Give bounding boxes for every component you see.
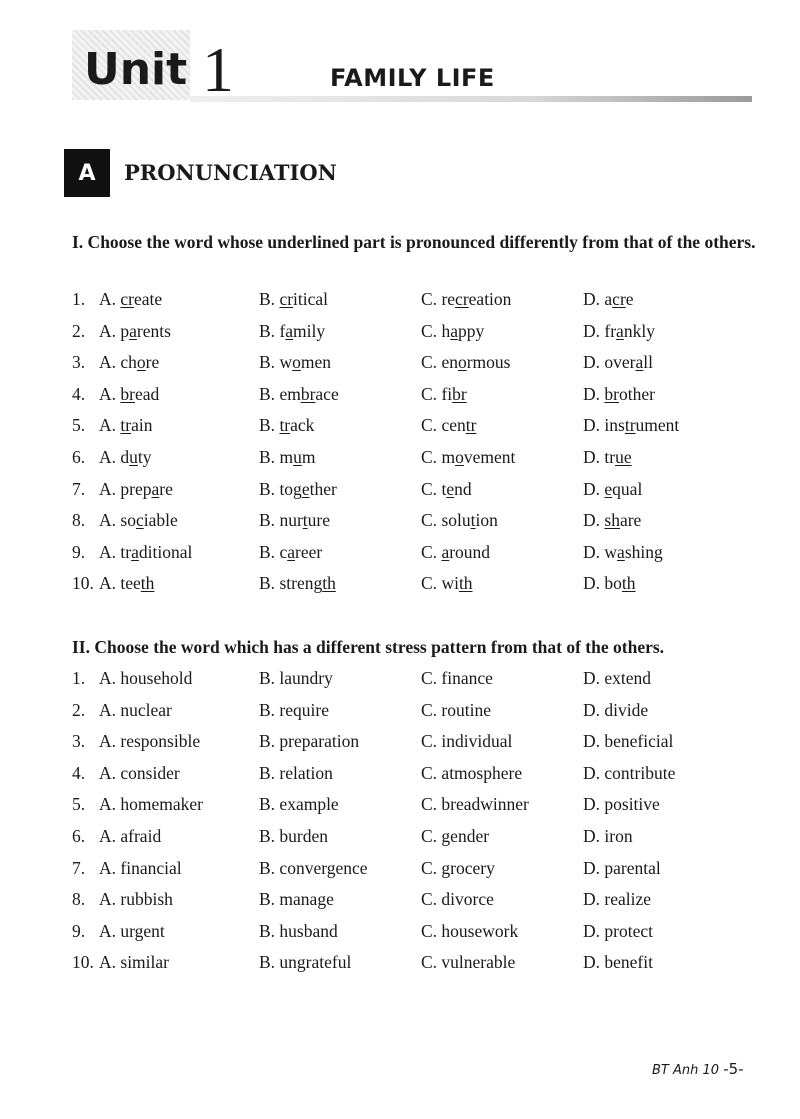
option-d xyxy=(583,382,655,406)
option-c xyxy=(421,350,510,374)
option-before-text: a xyxy=(604,289,613,309)
underlined-part: u xyxy=(129,446,138,467)
underlined-part: cr xyxy=(455,289,469,309)
question-number: 5. xyxy=(72,415,86,436)
option-before-text: so xyxy=(120,510,136,531)
option-pre-text: D. xyxy=(583,415,605,436)
option-before-text: tr xyxy=(604,446,616,467)
underlined-part: a xyxy=(287,541,295,562)
underlined-part: o xyxy=(457,352,467,373)
option-pre-text: A. xyxy=(99,573,121,594)
underlined-part: a xyxy=(616,320,624,341)
underlined-part: sh xyxy=(604,510,620,531)
option-b xyxy=(259,540,322,564)
question-row xyxy=(72,445,762,477)
option-a xyxy=(99,571,154,595)
option-before-text: bo xyxy=(604,573,622,594)
option-pre-text: C. xyxy=(421,478,442,499)
option-before-text: cen xyxy=(441,415,466,436)
option-before-text: m xyxy=(441,446,456,467)
option-before-text: w xyxy=(604,541,618,562)
option-a: A. household xyxy=(99,668,193,688)
section-title: PRONUNCIATION xyxy=(124,160,337,185)
underlined-part: e xyxy=(301,478,310,499)
option-after-text: ther xyxy=(309,478,337,499)
question-number: 4. xyxy=(72,383,86,404)
option-after-text: round xyxy=(449,541,491,562)
option-b: B. convergence xyxy=(259,857,368,878)
option-after-text: shing xyxy=(624,541,663,562)
question-number: 7. xyxy=(72,478,86,499)
option-c: C. breadwinner xyxy=(421,794,529,815)
question-row xyxy=(72,856,762,888)
question-number: 6. xyxy=(72,446,86,467)
option-before-text: ch xyxy=(120,352,137,373)
question-number: 2. xyxy=(72,320,86,341)
question-number: 5. xyxy=(72,794,86,815)
underlined-part: th xyxy=(140,573,155,594)
option-d: D. extend xyxy=(583,668,652,688)
underlined-part: a xyxy=(129,320,137,341)
option-after-text: re xyxy=(145,352,160,373)
option-pre-text: D. xyxy=(583,510,605,531)
option-b xyxy=(259,350,331,374)
option-b: B. example xyxy=(259,794,339,815)
option-a: A. homemaker xyxy=(99,794,203,815)
page-number: -5- xyxy=(723,1060,744,1078)
option-d xyxy=(583,350,653,374)
option-after-text: other xyxy=(618,383,655,404)
option-a: A. urgent xyxy=(99,920,165,941)
option-pre-text: D. xyxy=(583,478,605,499)
question-row xyxy=(72,824,762,856)
option-before-text: en xyxy=(441,352,458,373)
option-a xyxy=(99,350,159,374)
option-d: D. iron xyxy=(583,825,633,846)
unit-title: FAMILY LIFE xyxy=(330,64,495,92)
question-row xyxy=(72,666,762,698)
option-c: C. housework xyxy=(421,920,519,941)
option-after-text: ditional xyxy=(138,541,193,562)
underlined-part: cr xyxy=(612,289,626,309)
option-pre-text: A. xyxy=(99,289,121,309)
question-row xyxy=(72,319,762,351)
option-c xyxy=(421,477,472,501)
option-after-text: ument xyxy=(635,415,680,436)
option-pre-text: B. xyxy=(259,383,280,404)
option-pre-text: C. xyxy=(421,541,442,562)
option-after-text: re xyxy=(159,478,173,499)
option-pre-text: D. xyxy=(583,573,605,594)
option-pre-text: C. xyxy=(421,320,442,341)
option-d: D. beneficial xyxy=(583,731,674,752)
question-row xyxy=(72,761,762,793)
question-row xyxy=(72,413,762,445)
underlined-part: br xyxy=(604,383,619,404)
underlined-part: br xyxy=(452,383,467,404)
option-b xyxy=(259,319,325,343)
underlined-part: a xyxy=(617,541,625,562)
option-before-text: solu xyxy=(441,510,471,531)
option-b xyxy=(259,477,337,501)
question-row xyxy=(72,887,762,919)
option-b xyxy=(259,413,314,437)
option-c: C. grocery xyxy=(421,857,495,878)
underlined-part: t xyxy=(302,510,308,531)
option-after-text: rmous xyxy=(466,352,511,373)
unit-label: Unit xyxy=(84,44,188,95)
option-d: D. divide xyxy=(583,699,649,720)
option-c xyxy=(421,382,467,406)
underlined-part: c xyxy=(135,510,144,531)
exercise-1-heading: I. Choose the word whose underlined part is pronounced differently from that of the others. xyxy=(72,232,756,252)
option-after-text: itical xyxy=(293,289,329,309)
underlined-part: u xyxy=(293,446,302,467)
option-before-text: streng xyxy=(279,573,323,594)
underlined-part: th xyxy=(621,573,636,594)
option-before-text: w xyxy=(279,352,293,373)
option-before-text: p xyxy=(120,320,130,341)
option-pre-text: C. xyxy=(421,289,442,309)
option-a xyxy=(99,540,192,564)
option-a xyxy=(99,287,162,311)
option-d xyxy=(583,508,641,532)
option-b xyxy=(259,382,339,406)
option-after-text: qual xyxy=(612,478,643,499)
option-after-text: e xyxy=(625,289,634,309)
option-before-text: ins xyxy=(604,415,625,436)
underlined-part: br xyxy=(120,383,135,404)
option-pre-text: C. xyxy=(421,573,442,594)
option-c: C. individual xyxy=(421,731,513,752)
option-after-text: eation xyxy=(468,289,512,309)
option-after-text: ty xyxy=(137,446,152,467)
option-after-text: ion xyxy=(475,510,498,531)
question-row xyxy=(72,477,762,509)
option-pre-text: B. xyxy=(259,415,280,436)
option-before-text: re xyxy=(441,289,456,309)
option-d xyxy=(583,445,632,469)
option-after-text: ure xyxy=(307,510,330,531)
underlined-part: ue xyxy=(615,446,632,467)
option-b: B. ungrateful xyxy=(259,952,352,973)
option-c xyxy=(421,413,476,437)
option-c: C. divorce xyxy=(421,889,494,910)
option-pre-text: D. xyxy=(583,541,605,562)
option-pre-text: B. xyxy=(259,510,280,531)
underlined-part: o xyxy=(455,446,464,467)
option-pre-text: A. xyxy=(99,478,121,499)
option-before-text: fi xyxy=(441,383,453,404)
option-pre-text: A. xyxy=(99,320,121,341)
option-before-text: d xyxy=(120,446,130,467)
option-a xyxy=(99,413,152,437)
option-d xyxy=(583,287,634,311)
option-pre-text: A. xyxy=(99,383,121,404)
underlined-part: a xyxy=(441,541,450,562)
underlined-part: a xyxy=(285,320,294,341)
option-pre-text: D. xyxy=(583,352,605,373)
question-number: 7. xyxy=(72,857,86,878)
option-after-text: are xyxy=(619,510,642,531)
option-b: B. require xyxy=(259,699,329,720)
underlined-part: a xyxy=(131,541,139,562)
option-a: A. financial xyxy=(99,857,182,878)
option-a: A. nuclear xyxy=(99,699,172,720)
underlined-part: a xyxy=(151,478,160,499)
option-before-text: nur xyxy=(279,510,303,531)
option-d xyxy=(583,413,679,437)
question-row xyxy=(72,698,762,730)
option-after-text: eate xyxy=(134,289,163,309)
option-pre-text: A. xyxy=(99,352,121,373)
option-before-text: fr xyxy=(604,320,617,341)
question-row xyxy=(72,540,762,572)
header-rule xyxy=(190,96,752,102)
underlined-part: th xyxy=(458,573,473,594)
option-after-text: ppy xyxy=(457,320,485,341)
option-pre-text: A. xyxy=(99,415,121,436)
option-after-text: reer xyxy=(295,541,323,562)
book-title: BT Anh 10 xyxy=(652,1063,720,1078)
option-before-text: tee xyxy=(120,573,141,594)
option-a xyxy=(99,382,159,406)
option-b: B. relation xyxy=(259,762,333,783)
option-pre-text: D. xyxy=(583,383,605,404)
option-a xyxy=(99,319,171,343)
option-b xyxy=(259,287,328,311)
option-before-text: tr xyxy=(120,541,132,562)
underlined-part: e xyxy=(446,478,455,499)
option-a: A. afraid xyxy=(99,825,162,846)
option-b: B. husband xyxy=(259,920,338,941)
option-c: C. routine xyxy=(421,699,491,720)
option-after-text: ace xyxy=(315,383,339,404)
question-row xyxy=(72,729,762,761)
option-before-text: wi xyxy=(441,573,459,594)
question-number: 8. xyxy=(72,889,86,910)
option-a xyxy=(99,477,173,501)
underlined-part: tr xyxy=(279,415,291,436)
question-number: 1. xyxy=(72,289,86,309)
question-number: 6. xyxy=(72,825,86,846)
exercise-2-list xyxy=(72,666,762,982)
option-pre-text: C. xyxy=(421,415,442,436)
question-row xyxy=(72,350,762,382)
option-after-text: nd xyxy=(454,478,472,499)
underlined-part: o xyxy=(292,352,301,373)
option-b: B. burden xyxy=(259,825,329,846)
option-b: B. preparation xyxy=(259,731,360,752)
underlined-part: tr xyxy=(624,415,636,436)
option-d: D. protect xyxy=(583,920,653,941)
option-after-text: mily xyxy=(293,320,326,341)
option-pre-text: B. xyxy=(259,446,280,467)
unit-number: 1 xyxy=(202,34,234,105)
option-d xyxy=(583,319,655,343)
option-b xyxy=(259,445,315,469)
option-pre-text: A. xyxy=(99,510,121,531)
option-pre-text: B. xyxy=(259,541,280,562)
option-d: D. positive xyxy=(583,794,660,815)
option-b: B. laundry xyxy=(259,668,333,688)
option-pre-text: A. xyxy=(99,541,121,562)
question-number: 9. xyxy=(72,920,86,941)
option-after-text: men xyxy=(300,352,331,373)
option-pre-text: C. xyxy=(421,352,442,373)
option-after-text: ead xyxy=(134,383,160,404)
option-c xyxy=(421,571,473,595)
underlined-part: a xyxy=(450,320,458,341)
option-c xyxy=(421,508,498,532)
option-pre-text: D. xyxy=(583,320,605,341)
option-d: D. realize xyxy=(583,889,652,910)
underlined-part: br xyxy=(300,383,316,404)
underlined-part: cr xyxy=(279,289,294,309)
option-before-text: h xyxy=(441,320,451,341)
option-pre-text: B. xyxy=(259,352,280,373)
option-c xyxy=(421,319,484,343)
option-b: B. manage xyxy=(259,889,334,910)
option-c xyxy=(421,287,511,311)
underlined-part: tr xyxy=(120,415,132,436)
option-before-text: c xyxy=(279,541,288,562)
question-number: 4. xyxy=(72,762,86,783)
question-row xyxy=(72,382,762,414)
question-number: 3. xyxy=(72,731,86,752)
option-after-text: ack xyxy=(290,415,315,436)
option-pre-text: C. xyxy=(421,383,442,404)
question-row xyxy=(72,287,762,319)
option-after-text: nkly xyxy=(623,320,655,341)
option-c xyxy=(421,445,515,469)
option-a: A. consider xyxy=(99,762,180,783)
option-after-text: ll xyxy=(643,352,654,373)
question-number: 10. xyxy=(72,573,94,594)
option-a xyxy=(99,508,178,532)
option-after-text: rents xyxy=(136,320,171,341)
option-pre-text: C. xyxy=(421,510,442,531)
option-after-text: vement xyxy=(463,446,516,467)
question-row xyxy=(72,571,762,603)
exercise-2-heading: II. Choose the word which has a different stress pattern from that of the others. xyxy=(72,637,665,657)
underlined-part: cr xyxy=(120,289,134,309)
exercise-1-list xyxy=(72,287,762,603)
option-before-text: over xyxy=(604,352,636,373)
option-before-text: m xyxy=(279,446,294,467)
option-before-text: f xyxy=(279,320,286,341)
option-pre-text: B. xyxy=(259,478,280,499)
question-row xyxy=(72,919,762,951)
option-c: C. atmosphere xyxy=(421,762,523,783)
question-number: 10. xyxy=(72,952,94,973)
option-c: C. finance xyxy=(421,668,493,688)
option-d xyxy=(583,477,642,501)
underlined-part: t xyxy=(470,510,476,531)
option-a xyxy=(99,445,152,469)
option-a: A. rubbish xyxy=(99,889,173,910)
option-pre-text: B. xyxy=(259,320,280,341)
question-number: 8. xyxy=(72,510,86,531)
option-pre-text: A. xyxy=(99,446,121,467)
section-letter-badge: A xyxy=(64,149,110,197)
option-c xyxy=(421,540,490,564)
page-footer xyxy=(652,1060,744,1078)
question-row xyxy=(72,792,762,824)
option-after-text: ain xyxy=(131,415,153,436)
option-d: D. benefit xyxy=(583,952,653,973)
option-before-text: tog xyxy=(279,478,302,499)
option-d xyxy=(583,571,636,595)
option-d: D. contribute xyxy=(583,762,676,783)
question-number: 9. xyxy=(72,541,86,562)
option-after-text: iable xyxy=(143,510,178,531)
option-d: D. parental xyxy=(583,857,661,878)
option-pre-text: B. xyxy=(259,573,280,594)
option-c: C. vulnerable xyxy=(421,952,516,973)
underlined-part: e xyxy=(604,478,613,499)
question-row xyxy=(72,508,762,540)
option-d xyxy=(583,540,663,564)
underlined-part: o xyxy=(136,352,146,373)
option-pre-text: B. xyxy=(259,289,280,309)
option-pre-text: C. xyxy=(421,446,442,467)
option-a: A. similar xyxy=(99,952,169,973)
question-number: 2. xyxy=(72,699,86,720)
option-c: C. gender xyxy=(421,825,490,846)
underlined-part: th xyxy=(322,573,336,594)
option-before-text: em xyxy=(279,383,301,404)
underlined-part: tr xyxy=(465,415,477,436)
option-pre-text: D. xyxy=(583,446,605,467)
unit-header xyxy=(72,30,752,104)
option-pre-text: D. xyxy=(583,289,605,309)
option-after-text: m xyxy=(301,446,316,467)
option-a: A. responsible xyxy=(99,731,201,752)
option-b xyxy=(259,508,330,532)
question-row xyxy=(72,950,762,982)
question-number: 1. xyxy=(72,668,86,688)
underlined-part: a xyxy=(635,352,644,373)
option-before-text: t xyxy=(441,478,447,499)
option-before-text: prep xyxy=(120,478,152,499)
question-number: 3. xyxy=(72,352,86,373)
option-b xyxy=(259,571,336,595)
